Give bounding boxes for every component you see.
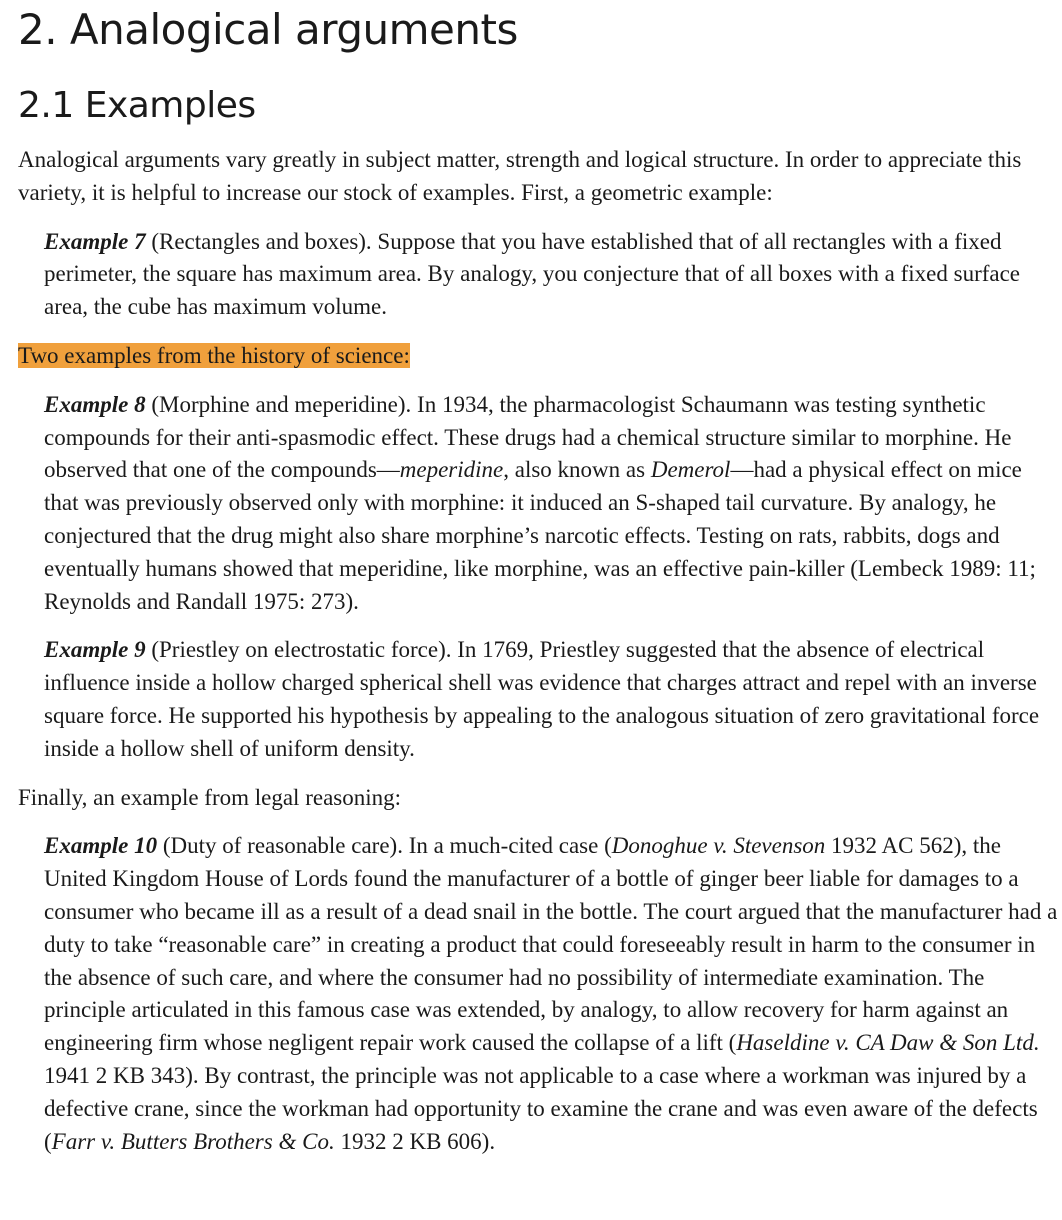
section-title: 2. Analogical arguments <box>18 5 518 54</box>
case-citation-haseldine: Haseldine v. CA Daw & Son Ltd. <box>736 1030 1040 1056</box>
example-8[interactable] <box>44 389 1058 619</box>
example-9[interactable] <box>44 634 1058 765</box>
finally-paragraph[interactable]: Finally, an example from legal reasoning: <box>18 784 402 810</box>
article-body <box>18 0 1058 1158</box>
subsection-title: 2.1 Examples <box>18 85 256 126</box>
drug-name-demerol: Demerol <box>650 457 731 483</box>
highlighted-paragraph[interactable] <box>18 340 1058 373</box>
example-8-text-b: , also known as <box>503 457 651 483</box>
drug-name-meperidine: meperidine <box>399 457 504 483</box>
case-citation-farr: Farr v. Butters Brothers & Co. <box>51 1128 335 1154</box>
example-9-text: (Priestley on electrostatic force). In 1769, Priestley suggested that the absence of electrical influence inside a hollow charged spherical shell was evidence that charges attract and repel with an inverse square force. He supported his hypothesis by appealing to the analogous situation of zero gravitational force inside a hollow shell of uniform density. <box>44 637 1040 761</box>
case-citation-donoghue: Donoghue v. Stevenson <box>611 833 826 859</box>
example-8-text-c: —had a physical effect on mice that was previously observed only with morphine: it induced an S-shaped tail curvature. By analogy, he conjectured that the drug might also share morphine’s narcotic effects. Testing on rats, rabbits, dogs and eventually humans showed that meperidine, like morphine, was an effective pain-killer (Lembeck 1989: 11; Reynolds and Randall 1975: 273). <box>44 457 1036 614</box>
example-10-text-a: (Duty of reasonable care). In a much-cited case ( <box>157 833 612 859</box>
example-8-label: Example 8 <box>44 391 146 417</box>
example-9-label: Example 9 <box>44 637 146 663</box>
example-10-text-d: 1932 2 KB 606). <box>334 1128 496 1154</box>
example-10-text-b: 1932 AC 562), the United Kingdom House of Lords found the manufacturer of a bottle of ginger beer liable for damages to a consumer who became ill as a result of a dead snail in the bottle. The court argued that the manufacturer had a duty to take “reasonable care” in creating a product that could foreseeably result in harm to the consumer in the absence of such care, and where the consumer had no possibility of intermediate examination. The principle articulated in this famous case was extended, by analogy, to allow recovery for harm against an engineering firm whose negligent repair work caused the collapse of a lift ( <box>44 833 1058 1056</box>
example-7[interactable] <box>44 226 1058 324</box>
example-7-text: (Rectangles and boxes). Suppose that you have established that of all rectangles with a fixed perimeter, the square has maximum area. By analogy, you conjecture that of all boxes with a fixed surface area, the cube has maximum volume. <box>44 228 1021 320</box>
example-10[interactable] <box>44 830 1058 1158</box>
intro-paragraph[interactable]: Analogical arguments vary greatly in subject matter, strength and logical structure. In order to appreciate this variety, it is helpful to increase our stock of examples. First, a geometric example: <box>18 147 1022 205</box>
example-7-label: Example 7 <box>44 228 146 254</box>
example-10-text-c: 1941 2 KB 343). By contrast, the principle was not applicable to a case where a workman was injured by a defective crane, since the workman had opportunity to examine the crane and was even aware of the defects ( <box>44 1062 1038 1154</box>
text-highlight[interactable]: Two examples from the history of science: <box>18 342 410 368</box>
example-10-label: Example 10 <box>44 833 158 859</box>
example-8-text-a: (Morphine and meperidine). In 1934, the pharmacologist Schaumann was testing synthetic compounds for their anti-spasmodic effect. These drugs had a chemical structure similar to morphine. He observed that one of the compounds— <box>44 391 1012 483</box>
